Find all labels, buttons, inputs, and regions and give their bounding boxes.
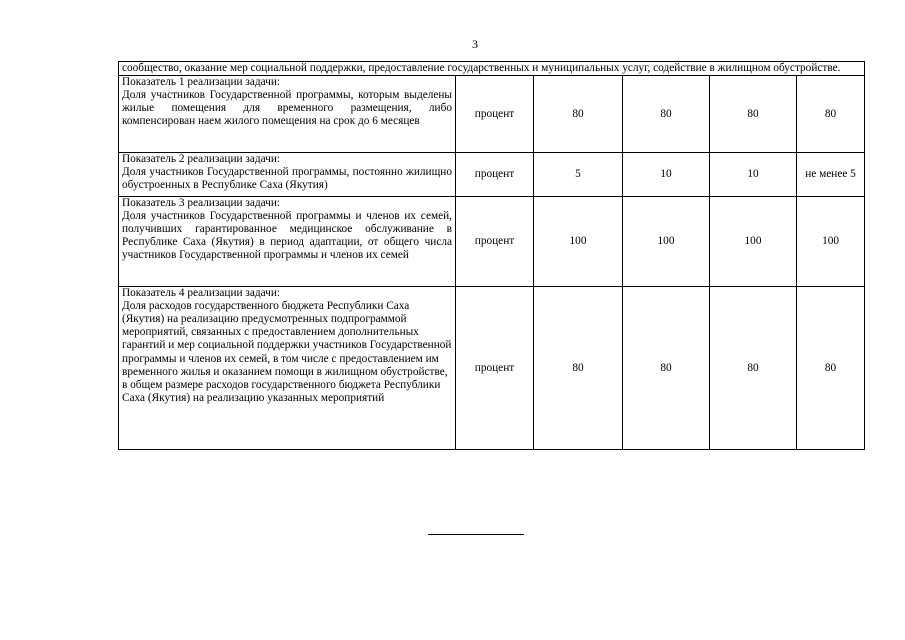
indicator-text: Доля участников Государственной программы и членов их семей, получивших гарантированное медицинское обслуживание в Республике Саха (Якутия) в период адаптации, от общего числа участников Государственной программы и членов их семей [122,210,452,262]
indicator-title: Показатель 1 реализации задачи: [122,76,281,89]
value-cell: 80 [534,76,623,153]
unit-cell: процент [456,197,534,287]
value-cell: 10 [710,153,797,197]
table-row-intro [119,62,865,76]
unit-cell: процент [456,287,534,450]
value-cell: 80 [797,287,865,450]
value-cell: 80 [623,76,710,153]
table-row [119,153,865,197]
footer-divider [428,534,524,535]
indicator-description [119,287,456,450]
indicator-description [119,76,456,153]
table-row [119,287,865,450]
value-cell: 100 [623,197,710,287]
indicator-text: Доля участников Государственной программы, постоянно жилищно обустроенных в Республике Саха (Якутия) [122,166,452,192]
value-cell: 80 [534,287,623,450]
table-row [119,76,865,153]
value-cell: 100 [534,197,623,287]
indicator-title: Показатель 2 реализации задачи: [122,153,281,166]
value-cell: 80 [623,287,710,450]
indicator-text: Доля расходов государственного бюджета Республики Саха (Якутия) на реализацию предусмотренных подпрограммой мероприятий, связанных с предоставлением дополнительных гарантий и мер социальной поддержки участников Государственной программы и членов их семей, в том числе с предоставлением им временного жилья и оказанием помощи в жилищном обустройстве, в общем размере расходов государственного бюджета Республики Саха (Якутия) на реализацию указанных мероприятий [122,300,452,404]
indicators-table [118,61,865,450]
value-cell: 80 [710,287,797,450]
indicator-text: Доля участников Государственной программы, которым выделены жилые помещения для временного размещения, либо компенсирован наем жилого помещения на срок до 6 месяцев [122,89,452,128]
intro-cell: сообщество, оказание мер социальной поддержки, предоставление государственных и муниципальных услуг, содействие в жилищном обустройстве. [119,62,865,76]
page-number: 3 [472,37,478,51]
value-cell: 10 [623,153,710,197]
indicator-title: Показатель 3 реализации задачи: [122,197,281,210]
value-cell: 100 [797,197,865,287]
value-cell: 100 [710,197,797,287]
indicator-title: Показатель 4 реализации задачи: [122,287,281,300]
indicator-description [119,197,456,287]
indicator-description [119,153,456,197]
value-cell: 80 [797,76,865,153]
value-cell: не менее 5 [797,153,865,197]
table-row [119,197,865,287]
value-cell: 5 [534,153,623,197]
unit-cell: процент [456,76,534,153]
value-cell: 80 [710,76,797,153]
unit-cell: процент [456,153,534,197]
